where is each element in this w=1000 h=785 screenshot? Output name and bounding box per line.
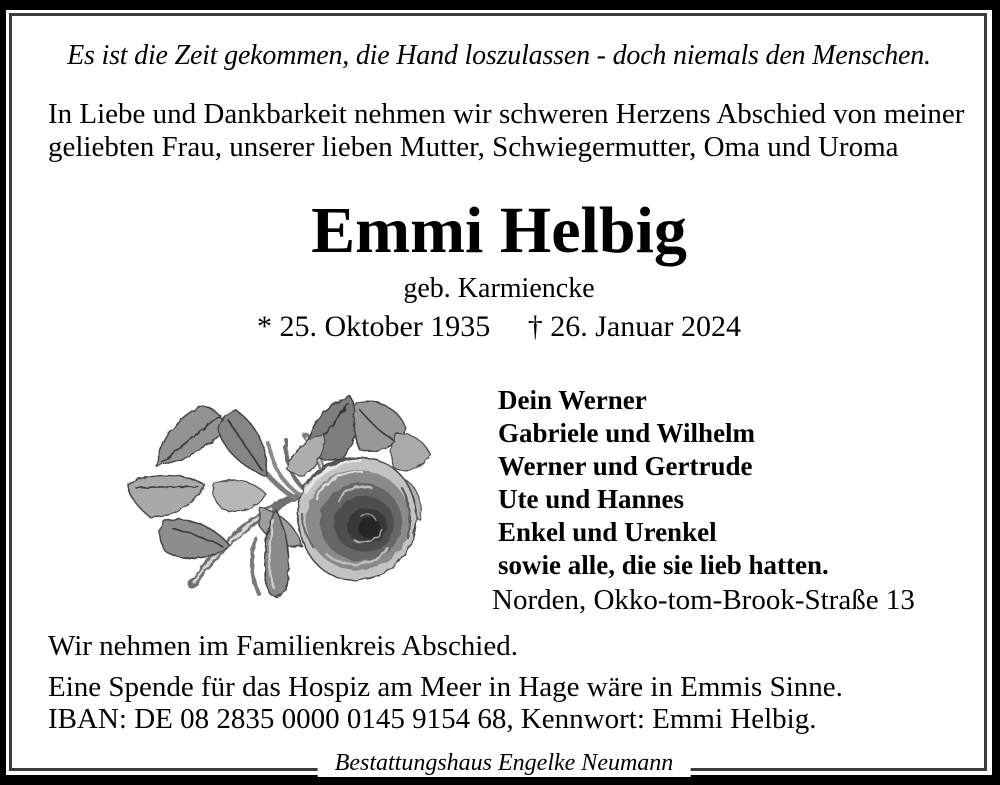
mourner-line: Enkel und Urenkel [498, 517, 717, 547]
obituary-sheet [6, 10, 992, 775]
death-date: † 26. Januar 2024 [527, 310, 742, 343]
birth-date: * 25. Oktober 1935 [256, 310, 491, 343]
donation-note [48, 671, 843, 735]
donation-line: IBAN: DE 08 2835 0000 0145 9154 68, Kennwort: Emmi Helbig. [48, 703, 817, 735]
rose-sketch-image [110, 388, 480, 606]
mourner-line: Gabriele und Wilhelm [498, 418, 756, 448]
mourner-line: Ute und Hannes [498, 484, 685, 514]
mourner-line: Werner und Gertrude [498, 451, 753, 481]
mourners-list [498, 384, 829, 582]
donation-line: Eine Spende für das Hospiz am Meer in Hage wäre in Emmis Sinne. [48, 671, 843, 703]
address-line: Norden, Okko-tom-Brook-Straße 13 [492, 584, 915, 616]
mourner-line: Dein Werner [498, 385, 647, 415]
intro-line: In Liebe und Dankbarkeit nehmen wir schweren Herzens Abschied von meiner [48, 98, 965, 130]
intro-line: geliebten Frau, unserer lieben Mutter, Schwiegermutter, Oma und Uroma [48, 131, 899, 163]
farewell-line: Wir nehmen im Familienkreis Abschied. [48, 630, 518, 662]
intro-paragraph [48, 98, 964, 164]
mourner-line: sowie alle, die sie lieb hatten. [498, 550, 829, 580]
maiden-name: geb. Karmiencke [403, 273, 595, 304]
funeral-home-label: Bestattungshaus Engelke Neumann [318, 750, 691, 777]
deceased-name: Emmi Helbig [311, 194, 687, 267]
epigraph: Es ist die Zeit gekommen, die Hand loszulassen - doch niemals den Menschen. [67, 40, 931, 71]
life-dates [6, 310, 992, 344]
